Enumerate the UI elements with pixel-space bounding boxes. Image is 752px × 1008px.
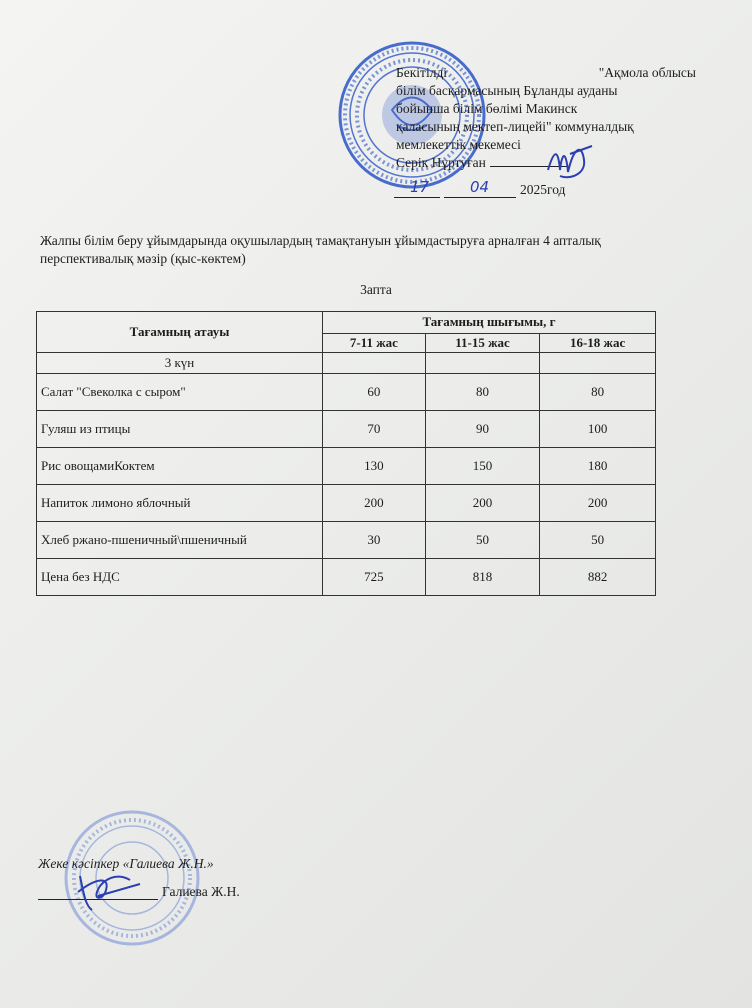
empty-cell [540, 353, 656, 374]
handwritten-date [404, 174, 524, 198]
yield-7-11: 60 [323, 374, 426, 411]
contractor-sign-name: Галиева Ж.Н. [162, 884, 240, 899]
menu-title: Жалпы білім беру ұйымдарында оқушылардың тамақтануын ұйымдастыруға арналған 4 апталық перспективалық мәзір (қыс-көктем) [40, 233, 601, 266]
price-label: Цена без НДС [37, 559, 323, 596]
price-16-18: 882 [540, 559, 656, 596]
yield-11-15: 50 [425, 522, 539, 559]
dish-name: Рис овощамиКоктем [37, 448, 323, 485]
approved-label: Бекітілді [396, 65, 448, 80]
header-dish-name: Тағамның атауы [37, 312, 323, 353]
yield-11-15: 200 [425, 485, 539, 522]
table-row [37, 374, 656, 411]
header-age-2: 11-15 жас [425, 333, 539, 352]
handwritten-month: 04 [470, 178, 490, 196]
yield-11-15: 90 [425, 411, 539, 448]
approval-line-3: бойынша білім бөлімі Макинск [396, 101, 578, 116]
day-row [37, 353, 656, 374]
price-11-15: 818 [425, 559, 539, 596]
header-yield: Тағамның шығымы, г [323, 312, 656, 334]
header-age-1: 7-11 жас [323, 333, 426, 352]
approval-line-1: "Ақмола облысы [598, 65, 696, 80]
table-row [37, 411, 656, 448]
approval-line-4: қаласының мектеп-лицейі" коммуналдық [396, 119, 634, 134]
yield-7-11: 130 [323, 448, 426, 485]
yield-16-18: 50 [540, 522, 656, 559]
yield-16-18: 180 [540, 448, 656, 485]
table-row [37, 485, 656, 522]
approval-line-5: мемлекеттік мекемесі [396, 137, 521, 152]
yield-7-11: 30 [323, 522, 426, 559]
approval-line-2: білім басқармасының Бұланды ауданы [396, 83, 618, 98]
dish-name: Напиток лимоно яблочный [37, 485, 323, 522]
yield-11-15: 80 [425, 374, 539, 411]
yield-7-11: 70 [323, 411, 426, 448]
table-header-row [37, 312, 656, 334]
empty-cell [323, 353, 426, 374]
dish-name: Салат "Свеколка с сыром" [37, 374, 323, 411]
price-row [37, 559, 656, 596]
yield-16-18: 80 [540, 374, 656, 411]
yield-16-18: 200 [540, 485, 656, 522]
handwritten-signature-bottom [70, 866, 150, 916]
handwritten-signature-top [540, 140, 600, 186]
day-label: 3 күн [37, 353, 323, 374]
approval-person: Серік Нұртуған [396, 155, 486, 170]
empty-cell [425, 353, 539, 374]
yield-7-11: 200 [323, 485, 426, 522]
dish-name: Хлеб ржано-пшеничный\пшеничный [37, 522, 323, 559]
yield-11-15: 150 [425, 448, 539, 485]
handwritten-day: 17 [410, 178, 430, 196]
dish-name: Гуляш из птицы [37, 411, 323, 448]
price-7-11: 725 [323, 559, 426, 596]
menu-table [36, 311, 656, 596]
header-age-3: 16-18 жас [540, 333, 656, 352]
week-label: 3апта [360, 282, 392, 297]
contractor-name: Жеке кәсіпкер «Галиева Ж.Н.» [38, 856, 214, 871]
yield-16-18: 100 [540, 411, 656, 448]
table-row [37, 448, 656, 485]
date-year: 2025год [520, 182, 566, 197]
table-row [37, 522, 656, 559]
